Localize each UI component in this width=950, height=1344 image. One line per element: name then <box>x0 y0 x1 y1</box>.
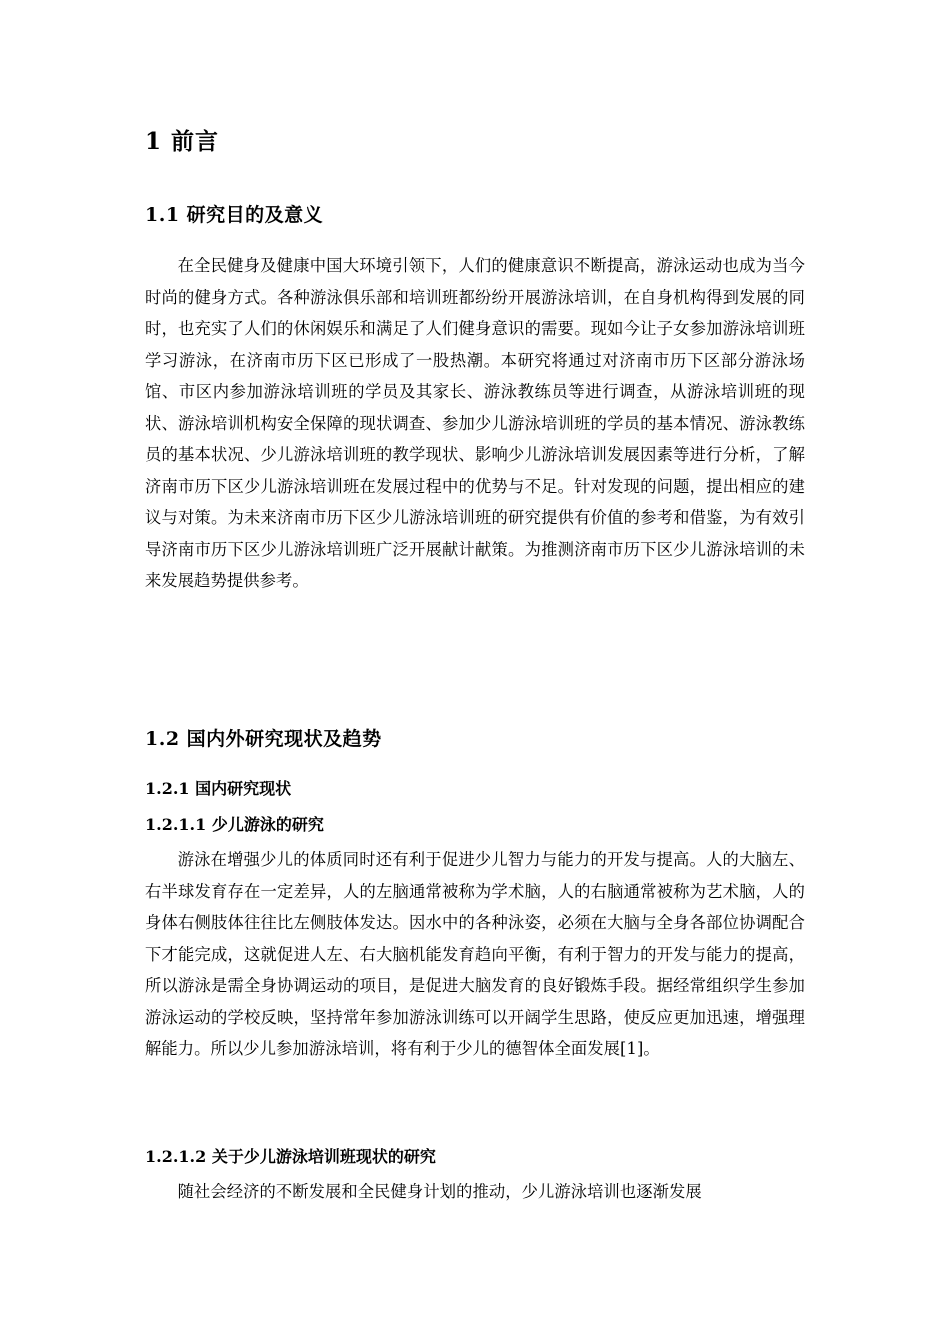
subsection-1-2-1-1-paragraph: 游泳在增强少儿的体质同时还有利于促进少儿智力与能力的开发与提高。人的大脑左、右半球发育存在一定差异，人的左脑通常被称为学术脑，人的右脑通常被称为艺术脑，人的身体右侧肢体往往比左侧肢体发达。因水中的各种泳姿，必须在大脑与全身各部位协调配合下才能完成，这就促进人左、右大脑机能发育趋向平衡，有利于智力的开发与能力的提高，所以游泳是需全身协调运动的项目，是促进大脑发育的良好锻炼手段。据经常组织学生参加游泳运动的学校反映，坚持常年参加游泳训练可以开阔学生思路，使反应更加迅速，增强理解能力。所以少儿参加游泳培训，将有利于少儿的德智体全面发展[1]。 <box>145 850 805 1058</box>
subsection-1-2-1-2-paragraph: 随社会经济的不断发展和全民健身计划的推动，少儿游泳培训也逐渐发展 <box>177 1182 702 1201</box>
section-1-1-title: 1.1 研究目的及意义 <box>145 204 324 226</box>
subsection-1-2-1-2-title: 1.2.1.2 关于少儿游泳培训班现状的研究 <box>145 1147 436 1166</box>
subsection-1-2-1-1-title: 1.2.1.1 少儿游泳的研究 <box>145 815 324 834</box>
chapter-title: 1 前言 <box>145 128 220 155</box>
subsection-1-2-1-title: 1.2.1 国内研究现状 <box>145 779 292 798</box>
section-1-2-title: 1.2 国内外研究现状及趋势 <box>145 728 382 750</box>
section-1-1-paragraph: 在全民健身及健康中国大环境引领下，人们的健康意识不断提高，游泳运动也成为当今时尚的健身方式。各种游泳俱乐部和培训班都纷纷开展游泳培训，在自身机构得到发展的同时，也充实了人们的休闲娱乐和满足了人们健身意识的需要。现如今让子女参加游泳培训班学习游泳，在济南市历下区已形成了一股热潮。本研究将通过对济南市历下区部分游泳场馆、市区内参加游泳培训班的学员及其家长、游泳教练员等进行调查，从游泳培训班的现状、游泳培训机构安全保障的现状调查、参加少儿游泳培训班的学员的基本情况、游泳教练员的基本状况、少儿游泳培训班的教学现状、影响少儿游泳培训发展因素等进行分析，了解济南市历下区少儿游泳培训班在发展过程中的优势与不足。针对发现的问题，提出相应的建议与对策。为未来济南市历下区少儿游泳培训班的研究提供有价值的参考和借鉴，为有效引导济南市历下区少儿游泳培训班广泛开展献计献策。为推测济南市历下区少儿游泳培训的未来发展趋势提供参考。 <box>145 256 805 590</box>
